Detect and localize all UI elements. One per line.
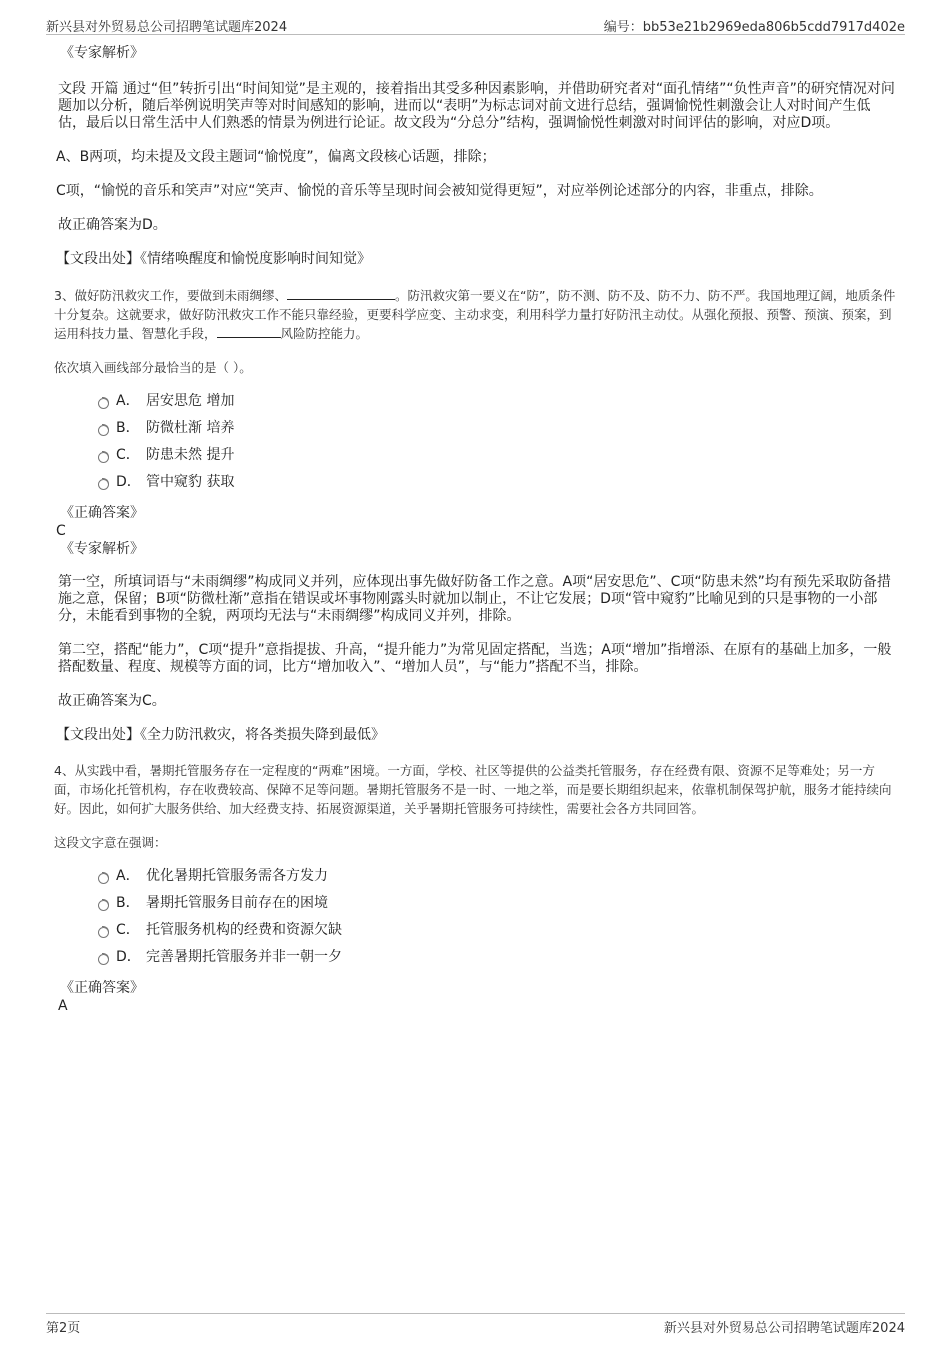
q3-analysis-para1: 第一空，所填词语与“未雨绸缪”构成同义并列，应体现出事先做好防备工作之意。A项“居安思危”、C项“防患未然”均有预先采取防备措施之意，保留；B项“防微杜渐”意指在错误或坏事物刚露头时就加以制止，不让它发展；D项“管中窥豹”比喻见到的只是事物的一小部分，未能看到事物的全貌，两项均无法与“未雨绸缪”构成同义并列，排除。 <box>58 574 891 624</box>
q4-option-d[interactable]: D． 完善暑期托管服务并非一朝一夕 <box>56 946 896 973</box>
page-content <box>56 44 896 1015</box>
radio-icon[interactable] <box>98 873 109 884</box>
q4-option-a[interactable]: A． 优化暑期托管服务需各方发力 <box>56 865 896 892</box>
radio-icon[interactable] <box>98 479 109 490</box>
radio-icon[interactable] <box>98 900 109 911</box>
q3-option-c[interactable]: C． 防患未然 提升 <box>56 444 896 471</box>
q3-option-a[interactable]: A． 居安思危 增加 <box>56 390 896 417</box>
q3-expert-label: 《专家解析》 <box>60 541 144 557</box>
radio-icon[interactable] <box>98 954 109 965</box>
q3-options <box>56 390 896 498</box>
page-footer <box>46 1313 905 1334</box>
q3-blank-2 <box>217 325 281 338</box>
radio-icon[interactable] <box>98 398 109 409</box>
q3-blank-1 <box>287 287 395 300</box>
q3-answer-label: 《正确答案》 <box>60 505 144 521</box>
q3-analysis-para2: 第二空，搭配“能力”，C项“提升”意指提拔、升高，“提升能力”为常见固定搭配，当选；A项“增加”指增添、在原有的基础上加多，一般搭配数量、程度、规模等方面的词，比方“增加收入”、“增加人员”，与“能力”搭配不当，排除。 <box>58 642 892 675</box>
q4-answer-label: 《正确答案》 <box>60 980 144 996</box>
q2-expert-label: 《专家解析》 <box>60 45 144 61</box>
radio-icon[interactable] <box>98 425 109 436</box>
q4-stem: 4、从实践中看，暑期托管服务存在一定程度的“两难”困境。一方面，学校、社区等提供的公益类托管服务，存在经费有限、资源不足等难处；另一方面，市场化托管机构，存在收费较高、保障不足等问题。暑期托管服务不是一时、一地之举，而是要长期组织起来，依靠机制保驾护航，服务才能持续向好。因此，如何扩大服务供给、加大经费支持、拓展资源渠道，关乎暑期托管服务可持续性，需要社会各方共同回答。 <box>54 763 892 816</box>
footer-page-number: 第2页 <box>46 1321 81 1336</box>
q4-answer: A <box>58 998 68 1014</box>
q3-option-d[interactable]: D． 管中窥豹 获取 <box>56 471 896 498</box>
q3-answer: C <box>56 523 66 539</box>
q3-stem-part2: 。防汛救灾第一要义在“防”，防不测、防不及、防不力、防不严。我国地理辽阔，地质条件十分复杂。这就要求，做好防汛救灾工作不能只靠经验，更要科学应变、主动求变，利用科学力量打好防汛主动仗。从强化预报、预警、预演、预案，到运用科技力量、智慧化手段， <box>54 288 896 341</box>
q4-options <box>56 865 896 973</box>
q2-analysis-para1: 文段 开篇 通过“但”转折引出“时间知觉”是主观的，接着指出其受多种因素影响，并借助研究者对“面孔情绪”“负性声音”的研究情况对问题加以分析，随后举例说明笑声等对时间感知的影响，进而以“表明”为标志词对前文进行总结，强调愉悦性刺激会让人对时间产生低估，最后以日常生活中人们熟悉的情景为例进行论证。故文段为“分总分”结构，强调愉悦性刺激对时间评估的影响，对应D项。 <box>58 81 895 131</box>
q4-question: 这段文字意在强调： <box>54 835 167 850</box>
q3-option-b[interactable]: B． 防微杜渐 培养 <box>56 417 896 444</box>
q3-stem-part1: 3、做好防汛救灾工作，要做到未雨绸缪、 <box>54 288 287 303</box>
q3-stem-part3: 风险防控能力。 <box>280 326 369 341</box>
radio-icon[interactable] <box>98 452 109 463</box>
q3-source: 【文段出处】《全力防汛救灾，将各类损失降到最低》 <box>56 727 385 743</box>
q2-analysis-para3: C项，“愉悦的音乐和笑声”对应“笑声、愉悦的音乐等呈现时间会被知觉得更短”，对应举例论述部分的内容，非重点，排除。 <box>56 183 823 199</box>
q2-source: 【文段出处】《情绪唤醒度和愉悦度影响时间知觉》 <box>56 251 371 267</box>
radio-icon[interactable] <box>98 927 109 938</box>
q4-option-c[interactable]: C． 托管服务机构的经费和资源欠缺 <box>56 919 896 946</box>
q3-answer-statement: 故正确答案为C。 <box>58 693 166 709</box>
footer-title: 新兴县对外贸易总公司招聘笔试题库2024 <box>663 1321 905 1336</box>
page-header <box>46 14 905 35</box>
header-code: 编号：bb53e21b2969eda806b5cdd7917d402e <box>603 20 905 35</box>
q3-stem <box>54 286 896 343</box>
q4-option-b[interactable]: B． 暑期托管服务目前存在的困境 <box>56 892 896 919</box>
q2-answer-statement: 故正确答案为D。 <box>58 217 167 233</box>
q3-question: 依次填入画线部分最恰当的是（ ）。 <box>54 360 252 375</box>
q2-analysis-para2: A、B两项，均未提及文段主题词“愉悦度”，偏离文段核心话题，排除； <box>56 149 496 165</box>
header-title: 新兴县对外贸易总公司招聘笔试题库2024 <box>46 20 288 35</box>
